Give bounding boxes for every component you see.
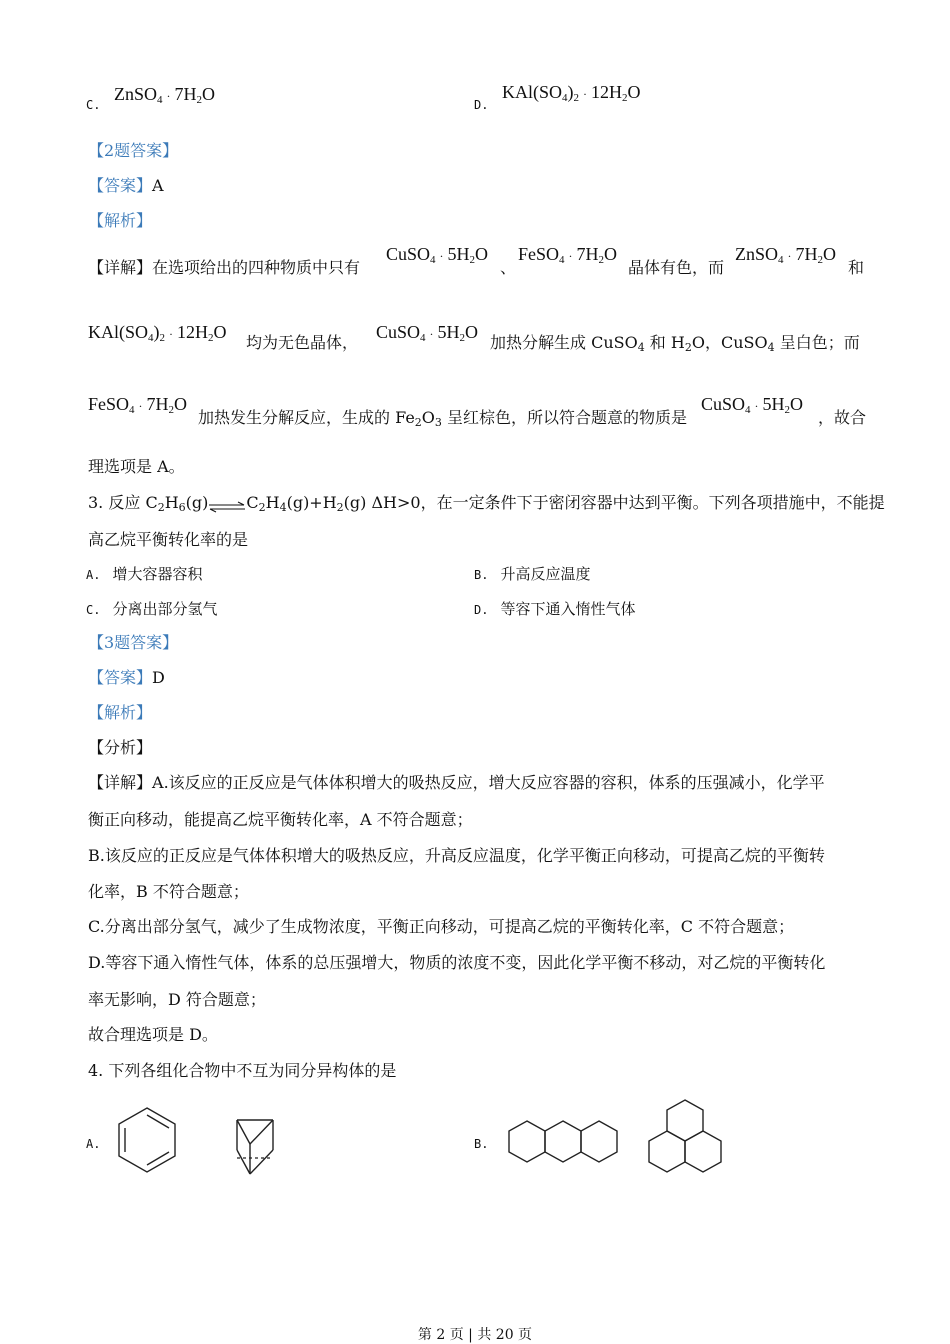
phenalene-skeleton-icon xyxy=(645,1095,729,1175)
q3-option-a xyxy=(86,564,202,585)
detail-text: 呈白色；而 xyxy=(774,333,860,352)
option-label: D. xyxy=(474,603,489,617)
detail-text: 加热发生分解反应，生成的 Fe xyxy=(198,408,415,427)
answer-value: D xyxy=(152,668,165,687)
q3-detail-line-8: 故合理选项是 D。 xyxy=(88,1025,218,1044)
formula-cuso4-5h2o: CuSO$_4$ · $5H_2O$ xyxy=(386,244,489,266)
detail-text: O xyxy=(421,408,435,427)
q3-detail-line-2: 衡正向移动，能提高乙烷平衡转化率，A 不符合题意； xyxy=(88,810,473,829)
stem-text: (g) xyxy=(185,493,209,512)
option-label: C. xyxy=(86,603,101,617)
option-label: A. xyxy=(86,568,101,582)
detail-text: 均为无色晶体， xyxy=(246,333,359,352)
q4-stem: 4. 下列各组化合物中不互为同分异构体的是 xyxy=(88,1061,397,1080)
stem-text: (g)+H xyxy=(286,493,337,512)
formula-kal-so4-2-12h2o: $KAl(SO_4)_2 \cdot 12H_2O$ xyxy=(502,82,641,104)
detail-text: 、 xyxy=(500,258,517,277)
stem-text: C xyxy=(246,493,259,512)
formula-cuso4-5h2o: CuSO$_4$ · $5H_2O$ xyxy=(376,322,479,344)
detail-text: 和 xyxy=(848,258,865,277)
equilibrium-arrow-icon xyxy=(208,498,246,510)
formula-kal-so4-2-12h2o: $KAl(SO_4)_2 \cdot 12H_2O$ xyxy=(88,322,227,344)
q3-detail-line-7: 率无影响，D 符合题意； xyxy=(88,990,266,1009)
q3-option-c xyxy=(86,599,217,620)
q4-option-a-label xyxy=(86,1133,112,1154)
detail-text: 晶体有色，而 xyxy=(628,258,725,277)
stem-text: (g) ΔH>0，在一定条件下于密闭容器中达到平衡。下列各项措施中，不能提 xyxy=(343,493,885,512)
option-label: D. xyxy=(474,98,489,112)
q3-stem-line-1: 3. 反应 $C_2H_6(g)$ $C_2H_4(g)+H_2(g)$ ΔH>0，在一定条件下于密闭容器中达到平衡。下列各项措施中，不能提 xyxy=(88,493,885,514)
option-text: 增大容器容积 xyxy=(112,565,203,583)
answer-tag: 【答案】 xyxy=(88,176,153,195)
answer-value: A xyxy=(152,176,164,195)
option-label: A. xyxy=(86,1137,101,1151)
detail-text: 呈红棕色，所以符合题意的物质是 xyxy=(441,408,688,427)
option-text: 等容下通入惰性气体 xyxy=(500,600,636,618)
detail-text: 理选项是 A。 xyxy=(88,457,185,476)
q3-analysis-tag: 【解析】 xyxy=(88,703,153,722)
q3-answer-line xyxy=(88,668,165,688)
formula-cuso4-5h2o: CuSO$_4$ · $5H_2O$ xyxy=(701,394,804,416)
formula-znso4-7h2o: ZnSO$_4$ · $7H_2O$ xyxy=(735,244,837,266)
detail-tag: 【详解】 xyxy=(88,258,153,277)
option-label: B. xyxy=(474,568,489,582)
stem-text: 3. 反应 C xyxy=(88,493,158,512)
q3-detail-line-6: D.等容下通入惰性气体，体系的总压强增大，物质的浓度不变，因此化学平衡不移动，对乙烷的平衡转化 xyxy=(88,953,826,972)
q4-option-b-label xyxy=(474,1133,500,1154)
q2-analysis-tag: 【解析】 xyxy=(88,211,153,230)
anthracene-skeleton-icon xyxy=(505,1115,625,1171)
q3-detail-line-1 xyxy=(88,773,825,793)
q2-answer-line xyxy=(88,176,164,196)
option-text: 分离出部分氢气 xyxy=(112,600,218,618)
option-label: C. xyxy=(86,98,101,112)
option-label: B. xyxy=(474,1137,489,1151)
detail-text: 加热分解生成 CuSO xyxy=(490,333,638,352)
detail-text-line-2: 加热分解生成 CuSO$_4$ 和 $H_2O$，CuSO$_4$ 呈白色；而 xyxy=(490,333,860,354)
q3-detail-line-3: B.该反应的正反应是气体体积增大的吸热反应，升高反应温度，化学平衡正向移动，可提高乙烷的平衡转 xyxy=(88,846,825,865)
q3-answer-section: 【3题答案】 xyxy=(88,633,179,652)
q2-option-c xyxy=(86,94,112,115)
detail-tag: 【详解】 xyxy=(88,773,153,792)
detail-text: O，CuSO xyxy=(691,333,768,352)
option-text: 升高反应温度 xyxy=(500,565,591,583)
q3-option-d xyxy=(474,599,635,620)
detail-text: 和 H xyxy=(644,333,685,352)
q2-option-d xyxy=(474,94,500,115)
answer-tag: 【答案】 xyxy=(88,668,153,687)
q3-stem-line-2: 高乙烷平衡转化率的是 xyxy=(88,530,249,549)
formula-znso4-7h2o: ZnSO$_4$ · $7H_2O$ xyxy=(114,84,216,106)
formula-feso4-7h2o: FeSO$_4$ · $7H_2O$ xyxy=(518,244,618,266)
q3-fenxi-tag: 【分析】 xyxy=(88,738,153,757)
q3-detail-line-5: C.分离出部分氢气，减少了生成物浓度，平衡正向移动，可提高乙烷的平衡转化率，C 不符合题意； xyxy=(88,917,795,936)
prismane-structure-icon xyxy=(230,1110,280,1180)
q3-option-b xyxy=(474,564,590,585)
formula-feso4-7h2o: FeSO$_4$ · $7H_2O$ xyxy=(88,394,188,416)
detail-text: ，故合 xyxy=(818,408,867,427)
detail-text: 在选项给出的四种物质中只有 xyxy=(152,258,361,277)
q2-detail-line-1 xyxy=(88,258,360,278)
q3-detail-line-4: 化率，B 不符合题意； xyxy=(88,882,249,901)
detail-text-line-3: 加热发生分解反应，生成的 $Fe_2O_3$ 呈红棕色，所以符合题意的物质是 xyxy=(198,408,688,429)
benzene-structure-icon xyxy=(112,1105,182,1175)
detail-text: A.该反应的正反应是气体体积增大的吸热反应，增大反应容器的容积，体系的压强减小，化学平 xyxy=(152,773,825,792)
page-footer: 第 2 页 | 共 20 页 xyxy=(417,1327,533,1343)
q2-answer-section: 【2题答案】 xyxy=(88,141,179,160)
